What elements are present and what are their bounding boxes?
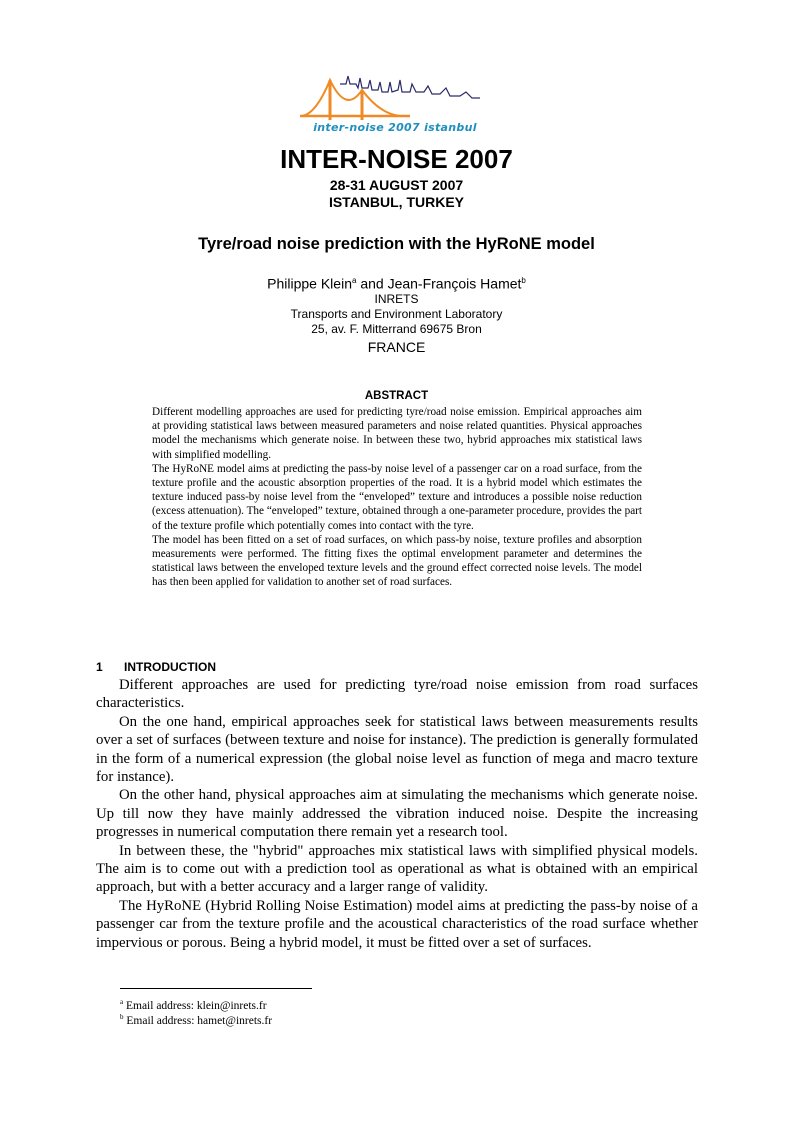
- logo-text: inter-noise 2007 istanbul: [313, 121, 477, 134]
- footnote-b-text: Email address: hamet@inrets.fr: [126, 1014, 273, 1027]
- introduction-body: [96, 676, 698, 952]
- body-paragraph: Different approaches are used for predicting tyre/road noise emission from road surfaces characteristics.: [96, 677, 698, 712]
- author-2-mark: b: [521, 276, 526, 285]
- conference-dates: 28-31 AUGUST 2007: [329, 177, 464, 193]
- body-paragraph: The HyRoNE (Hybrid Rolling Noise Estimation) model aims at predicting the pass-by noise of a passenger car from the texture profile and the acoustical characteristics of the road surface whether impervious or porous. Being a hybrid model, it must be fitted over a set of surfaces.: [96, 897, 698, 951]
- abstract-paragraph: Different modelling approaches are used for predicting tyre/road noise emission. Empirical approaches aim at providing statistical laws between measured parameters and noise related quantities. Physical approaches model the mechanisms which generate noise. In between these two, hybrid approaches mix statistical laws with simplified modelling.: [152, 406, 642, 461]
- affiliation-country: FRANCE: [367, 339, 426, 355]
- footnote-divider: [120, 988, 312, 989]
- authors-line: [0, 272, 793, 293]
- author-1-mark: a: [351, 276, 357, 285]
- paper-title: Tyre/road noise prediction with the HyRoNE model: [198, 235, 595, 253]
- section-number: 1: [96, 660, 103, 674]
- affiliation-laboratory: Transports and Environment Laboratory: [290, 307, 503, 321]
- abstract-paragraph: The model has been fitted on a set of road surfaces, on which pass-by noise, texture profiles and absorption measurements were performed. The fitting fixes the optimal envelopment parameter and determines the statistical laws between the enveloped texture levels and the ground effect corrected noise levels. The model has then been applied for validation to another set of road surfaces.: [152, 533, 642, 589]
- section-title: INTRODUCTION: [124, 660, 216, 674]
- abstract-paragraph: The HyRoNE model aims at predicting the pass-by noise level of a passenger car on a road surface, from the texture profile and the acoustic absorption properties of the road. It is a hybrid model which estimates the texture induced pass-by noise level from the “enveloped” texture and introduces a possible noise reduction (excess attenuation). The “enveloped” texture, obtained through a one-parameter procedure, provides the part of the texture profile which potentially comes into contact with the tyre.: [152, 462, 642, 532]
- author-2: and Jean-François Hamet: [360, 275, 522, 292]
- body-paragraph: On the other hand, physical approaches aim at simulating the mechanisms which generate noise. Up till now they have mainly addressed the vibration induced noise. Despite the increasing progresses in numerical computation there remain yet a research tool.: [96, 787, 698, 841]
- abstract-body: [152, 405, 642, 590]
- author-1: Philippe Klein: [267, 275, 352, 292]
- section-heading: [96, 660, 216, 674]
- conference-location: ISTANBUL, TURKEY: [328, 194, 465, 210]
- footnote-b-mark: b: [120, 1013, 124, 1021]
- affiliation-address: 25, av. F. Mitterrand 69675 Bron: [311, 322, 482, 336]
- body-paragraph: On the one hand, empirical approaches seek for statistical laws between measurements results over a set of surfaces (between texture and noise for instance). The prediction is generally formulated in the form of a numerical expression (the global noise level as function of mega and macro texture for instance).: [96, 713, 698, 786]
- footnote-a-text: Email address: klein@inrets.fr: [125, 999, 267, 1012]
- bridge-wave-logo-icon: [300, 70, 490, 122]
- abstract-heading: ABSTRACT: [364, 390, 429, 402]
- body-paragraph: In between these, the "hybrid" approaches mix statistical laws with simplified physical models. The aim is to come out with a prediction tool as operational as what is obtained with an empirical approach, but with a better accuracy and a larger range of validity.: [96, 842, 698, 896]
- affiliation-institution: INRETS: [374, 292, 419, 306]
- footnote-b: [120, 1010, 272, 1028]
- conference-title: INTER-NOISE 2007: [280, 144, 513, 174]
- conference-logo: [300, 70, 490, 135]
- footnote-a-mark: a: [120, 998, 124, 1006]
